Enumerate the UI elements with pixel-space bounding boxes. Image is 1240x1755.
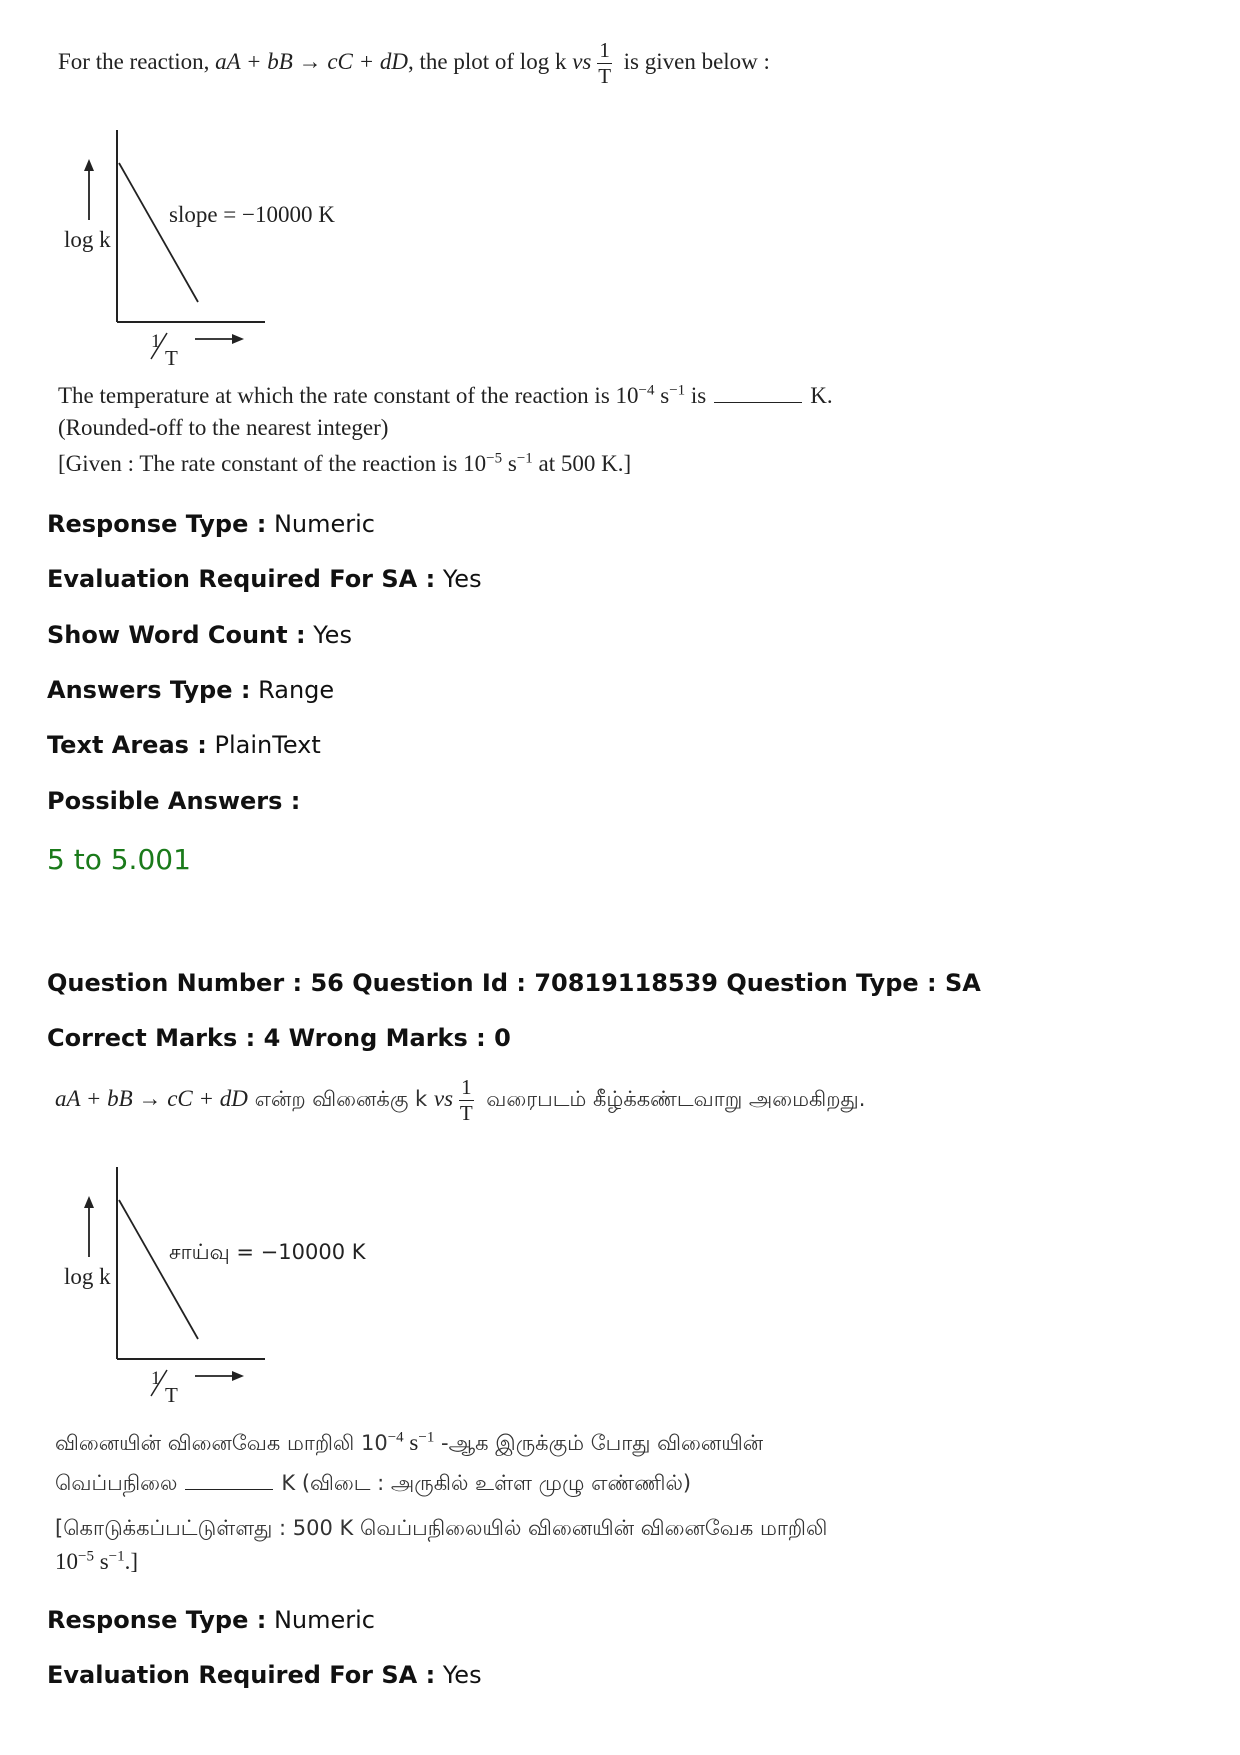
q56-statement [55,1077,865,1124]
q56-line4-unit: s [93,1549,109,1574]
q55-stmt-pre: For the reaction, [58,48,216,74]
q55-line1-exp2: −1 [669,382,686,399]
answer-blank [714,384,802,403]
q55-equation: aA + bB → cC + dD [215,48,409,74]
q55-stmt-post: is given below : [617,48,770,74]
value: Numeric [273,1606,375,1634]
q55-show-word-count [47,621,352,649]
label: Evaluation Required For SA : [47,565,436,593]
q55-eval-required [47,565,482,593]
answer-blank [185,1471,273,1490]
q56-line3 [55,1515,827,1543]
q56-graph-slope: சாய்வு = −10000 K [169,1240,366,1264]
label: Answers Type : [47,676,251,704]
value: Yes [442,565,482,593]
q55-graph-slope: slope = −10000 K [169,202,335,227]
q56-eval-required [47,1661,482,1689]
q56-line4-exp2: −1 [108,1548,125,1565]
q56-line1 [55,1430,763,1458]
q56-line2 [55,1470,691,1498]
q56-line1-unit: s [403,1430,419,1455]
q56-right-arrowhead-icon [232,1371,244,1381]
q55-line3-unit: s [502,451,517,476]
q55-line1-unit: s [654,383,670,408]
q55-line3-exp2: −1 [516,450,533,467]
value: Range [258,676,335,704]
value: Yes [442,1661,482,1689]
q56-line4 [55,1549,138,1575]
q55-fraction [597,40,612,87]
q55-graph [55,125,375,375]
value: Yes [313,621,352,649]
q55-line1-exp1: −4 [638,382,655,399]
q55-text-areas [47,731,321,759]
q55-graph-ylabel: log k [64,227,111,252]
value: Numeric [273,510,375,538]
q55-vs: vs [572,48,592,74]
q56-equation: aA + bB → cC + dD [55,1085,248,1111]
q55-line3-pre: [Given : The rate constant of the reaction is 10 [58,451,487,476]
q55-line1-end: K. [810,383,833,408]
q56-fraction [459,1077,474,1124]
q55-xlabel-den: T [165,346,178,370]
q55-line3-exp1: −5 [486,450,503,467]
q55-response-type [47,510,375,538]
q55-stmt-mid: , the plot of log k [408,48,573,74]
q56-line4-exp1: −5 [78,1548,94,1565]
q56-header-line1: Question Number : 56 Question Id : 70819118539 Question Type : SA [47,969,981,997]
q56-frac-den: T [459,1101,473,1125]
q56-vs: vs [433,1085,454,1111]
q55-line1-post: is [685,383,707,408]
q56-graph [55,1162,375,1412]
q55-frac-num: 1 [599,38,610,62]
q56-line4-post: .] [124,1549,139,1574]
q56-stmt-mid: என்ற வினைக்கு k [247,1086,434,1111]
label: Response Type : [47,1606,267,1634]
q55-line3-post: at 500 K.] [532,451,632,476]
q55-line1 [58,383,833,409]
q56-response-type [47,1606,375,1634]
q56-line4-pre: 10 [55,1549,78,1574]
q55-frac-den: T [598,64,612,88]
q55-possible-answer-value: 5 to 5.001 [47,843,191,876]
q55-line1-pre: The temperature at which the rate constant of the reaction is 10 [58,383,639,408]
q55-line3 [58,451,631,477]
q55-line2: (Rounded-off to the nearest integer) [58,415,389,440]
q56-line1-pre: வினையின் வினைவேக மாறிலி 10 [55,1431,388,1455]
q56-line3-text: [கொடுக்கப்பட்டுள்ளது : 500 K வெப்பநிலையில் வினையின் வினைவேக மாறிலி [55,1516,828,1540]
q56-frac-num: 1 [461,1075,472,1099]
q56-line2-post: K (விடை : அருகில் உள்ள முழு எண்ணில்) [281,1471,692,1495]
label: Response Type : [47,510,267,538]
q56-data-line [119,1200,198,1339]
q55-right-arrowhead-icon [232,334,244,344]
q55-data-line [119,163,198,302]
q55-statement [58,40,770,87]
value: PlainText [214,731,321,759]
label: Possible Answers : [47,787,301,815]
q56-stmt-post: வரைபடம் கீழ்க்கண்டவாறு அமைகிறது. [479,1086,866,1111]
q56-xlabel-num: 1 [151,1368,161,1389]
q56-line1-exp1: −4 [387,1429,404,1446]
q56-up-arrowhead-icon [84,1196,94,1208]
q56-line1-exp2: −1 [418,1429,435,1446]
q56-line2-pre: வெப்பநிலை [55,1471,178,1495]
q56-header-line2: Correct Marks : 4 Wrong Marks : 0 [47,1024,511,1052]
q55-up-arrowhead-icon [84,159,94,171]
q55-xlabel-num: 1 [151,331,161,352]
q56-line1-post: -ஆக இருக்கும் போது வினையின் [434,1431,764,1455]
label: Evaluation Required For SA : [47,1661,436,1689]
label: Text Areas : [47,731,207,759]
q55-possible-answers-label [47,787,300,815]
q56-xlabel-den: T [165,1383,178,1407]
label: Show Word Count : [47,621,306,649]
q55-answers-type [47,676,334,704]
q56-graph-ylabel: log k [64,1264,111,1289]
